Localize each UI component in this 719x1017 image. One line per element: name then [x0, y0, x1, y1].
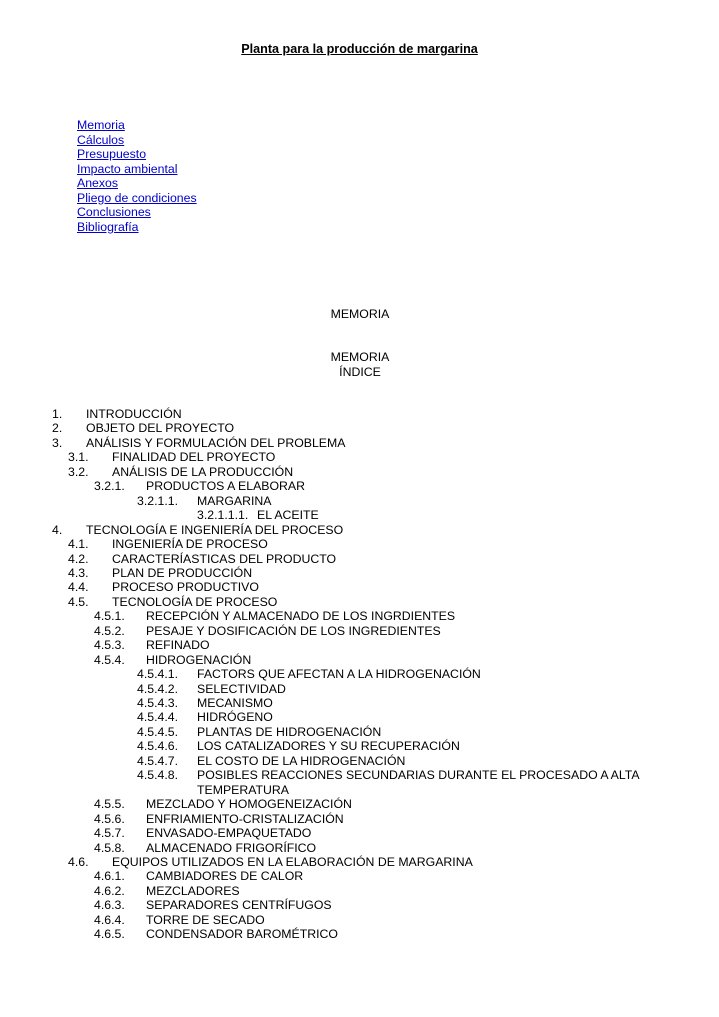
toc-entry-number: 4.5.5. [94, 797, 125, 812]
toc-entry-number: 4.5.2. [94, 623, 125, 638]
toc-entry [0, 494, 719, 509]
link-memoria[interactable]: Memoria [77, 118, 125, 132]
toc-entry-number: 4.5.4.2. [137, 681, 179, 696]
toc-entry [0, 725, 719, 740]
toc-entry-text: ENFRIAMIENTO-CRISTALIZACIÓN [146, 811, 344, 826]
toc-entry [0, 783, 719, 798]
toc-entry-text: FACTORS QUE AFECTAN A LA HIDROGENACIÓN [197, 667, 481, 682]
toc-entry-number: 1. [52, 407, 63, 421]
toc-entry-text: MEZCLADORES [146, 883, 240, 898]
toc-entry [0, 855, 719, 870]
toc-entry [0, 739, 719, 754]
toc-entry [0, 927, 719, 942]
toc-entry-text: INTRODUCCIÓN [86, 407, 182, 421]
link-calculos[interactable]: Cálculos [77, 132, 125, 147]
toc-entry [0, 638, 719, 653]
toc-entry-number: 4.5.4.7. [137, 753, 179, 768]
toc-entry-number: 4.4. [68, 580, 89, 595]
toc-entry-number: 3.2.1.1. [137, 493, 179, 508]
toc-entry-number: 4.5.4.8. [137, 768, 179, 783]
toc-entry [0, 465, 719, 480]
toc-entry [0, 797, 719, 812]
toc-entry [0, 523, 719, 538]
toc-entry [0, 508, 719, 523]
toc-entry [0, 898, 719, 913]
toc-entry-text: ENVASADO-EMPAQUETADO [146, 826, 312, 841]
toc-entry [0, 812, 719, 827]
index-heading-subtitle: ÍNDICE [339, 365, 381, 379]
toc-entry [0, 710, 719, 725]
toc-entry-text: RECEPCIÓN Y ALMACENADO DE LOS INGRDIENTES [146, 609, 456, 624]
toc-entry [0, 653, 719, 668]
toc-entry-number: 4.5.4.5. [137, 724, 179, 739]
toc-entry-number: 4.5.4.6. [137, 739, 179, 754]
toc-entry-text: TECNOLOGÍA DE PROCESO [112, 594, 278, 609]
toc-entry-number: 4.2. [68, 551, 89, 566]
toc-entry-text: PROCESO PRODUCTIVO [112, 580, 259, 595]
toc-entry-number: 4.1. [68, 537, 89, 552]
toc-entry-number: 4.5.1. [94, 609, 125, 624]
section-heading: MEMORIA [330, 307, 390, 321]
toc-entry-number: 3.2.1. [94, 479, 125, 494]
toc-entry [0, 479, 719, 494]
toc-entry [0, 884, 719, 899]
toc-entry-number: 3. [52, 435, 63, 450]
toc-entry-number: 4. [52, 522, 63, 537]
toc-entry-text: HIDROGENACIÓN [146, 652, 252, 667]
toc-entry-text: CARACTERÍASTICAS DEL PRODUCTO [112, 551, 337, 566]
toc-entry [0, 609, 719, 624]
toc-entry-number: 4.5.4. [94, 652, 125, 667]
toc-entry [0, 682, 719, 697]
toc-entry-text: PLANTAS DE HIDROGENACIÓN [197, 724, 382, 739]
section-links [77, 118, 197, 234]
toc-entry-text: EQUIPOS UTILIZADOS EN LA ELABORACIÓN DE MARGARINA [112, 854, 473, 869]
toc-entry [0, 580, 719, 595]
toc-entry [0, 754, 719, 769]
toc-entry-number: 4.6.5. [94, 927, 125, 942]
toc-entry-number: 4.5.6. [94, 811, 125, 826]
toc-entry-number: 4.6. [68, 854, 89, 869]
toc-entry-number: 4.5.4.1. [137, 667, 179, 682]
toc-entry-text: ANÁLISIS DE LA PRODUCCIÓN [112, 464, 294, 479]
toc-entry-text: LOS CATALIZADORES Y SU RECUPERACIÓN [197, 739, 460, 754]
toc-entry-text: MECANISMO [197, 696, 273, 710]
toc-entry-text: ANÁLISIS Y FORMULACIÓN DEL PROBLEMA [86, 435, 346, 450]
index-heading-title: MEMORIA [330, 350, 390, 364]
toc-entry-text: EL COSTO DE LA HIDROGENACIÓN [197, 753, 406, 768]
toc-entry [0, 913, 719, 928]
toc-entry-text: SEPARADORES CENTRÍFUGOS [146, 898, 332, 913]
toc-entry-number: 2. [52, 421, 63, 436]
toc-entry-text: PRODUCTOS A ELABORAR [146, 479, 305, 494]
toc-entry-number: 3.2. [68, 464, 89, 479]
toc-entry-text: EL ACEITE [257, 508, 319, 523]
toc-entry [0, 537, 719, 552]
toc-entry [0, 869, 719, 884]
link-pliego-de-condiciones[interactable]: Pliego de condiciones [77, 190, 197, 205]
toc-entry-text: OBJETO DEL PROYECTO [86, 421, 235, 436]
toc-entry [0, 552, 719, 567]
toc-entry [0, 841, 719, 856]
toc-entry-number: 4.6.3. [94, 898, 125, 913]
toc-entry-text: CAMBIADORES DE CALOR [146, 869, 304, 884]
toc-entry-text: SELECTIVIDAD [197, 681, 286, 696]
toc-entry-number: 4.5.3. [94, 638, 125, 653]
toc-entry [0, 768, 719, 783]
toc-entry [0, 667, 719, 682]
link-presupuesto[interactable]: Presupuesto [77, 147, 147, 161]
toc-entry-number: 4.6.1. [94, 869, 125, 884]
toc-entry-number: 4.5. [68, 594, 89, 609]
toc-entry-text: REFINADO [146, 638, 210, 653]
toc-entry-number: 4.5.8. [94, 840, 125, 855]
toc-entry [0, 450, 719, 465]
toc-entry [0, 624, 719, 639]
toc-entry [0, 566, 719, 581]
toc-entry-text: ALMACENADO FRIGORÍFICO [146, 840, 317, 855]
toc-entry-number: 4.5.7. [94, 826, 125, 841]
toc-entry-number: 4.6.2. [94, 883, 125, 898]
toc-entry-text: TORRE DE SECADO [146, 912, 265, 927]
toc-entry [0, 407, 719, 422]
toc-entry-number: 4.6.4. [94, 912, 125, 927]
toc-entry-number: 3.1. [68, 450, 89, 465]
toc-entry-text: CONDENSADOR BAROMÉTRICO [146, 927, 338, 942]
link-impacto-ambiental[interactable]: Impacto ambiental [77, 161, 178, 176]
toc-entry-text: MEZCLADO Y HOMOGENEIZACIÓN [146, 797, 352, 812]
toc-entry-text: TEMPERATURA [197, 782, 290, 797]
toc-entry [0, 421, 719, 436]
toc-entry-text: INGENIERÍA DE PROCESO [112, 537, 268, 552]
link-bibliografia[interactable]: Bibliografía [77, 219, 139, 234]
toc-entry [0, 696, 719, 711]
toc-entry-text: FINALIDAD DEL PROYECTO [112, 450, 276, 465]
toc-entry-text: POSIBLES REACCIONES SECUNDARIAS DURANTE EL PROCESADO A ALTA [197, 768, 640, 783]
toc-entry [0, 436, 719, 451]
toc-entry-text: PESAJE Y DOSIFICACIÓN DE LOS INGREDIENTES [146, 623, 441, 638]
toc-entry [0, 595, 719, 610]
toc-entry-number: 4.3. [68, 565, 89, 580]
toc-entry [0, 826, 719, 841]
toc-entry-text: TECNOLOGÍA E INGENIERÍA DEL PROCESO [86, 522, 344, 537]
toc-entry-text: PLAN DE PRODUCCIÓN [112, 565, 253, 580]
toc-entry-number: 3.2.1.1.1. [197, 508, 249, 523]
toc-entry-number: 4.5.4.3. [137, 696, 179, 710]
toc-entry-text: MARGARINA [197, 493, 272, 508]
link-anexos[interactable]: Anexos [77, 176, 119, 190]
toc-entry-number: 4.5.4.4. [137, 710, 179, 725]
toc-entry-text: HIDRÓGENO [197, 710, 273, 725]
link-conclusiones[interactable]: Conclusiones [77, 205, 151, 219]
document-title: Planta para la producción de margarina [241, 42, 478, 56]
